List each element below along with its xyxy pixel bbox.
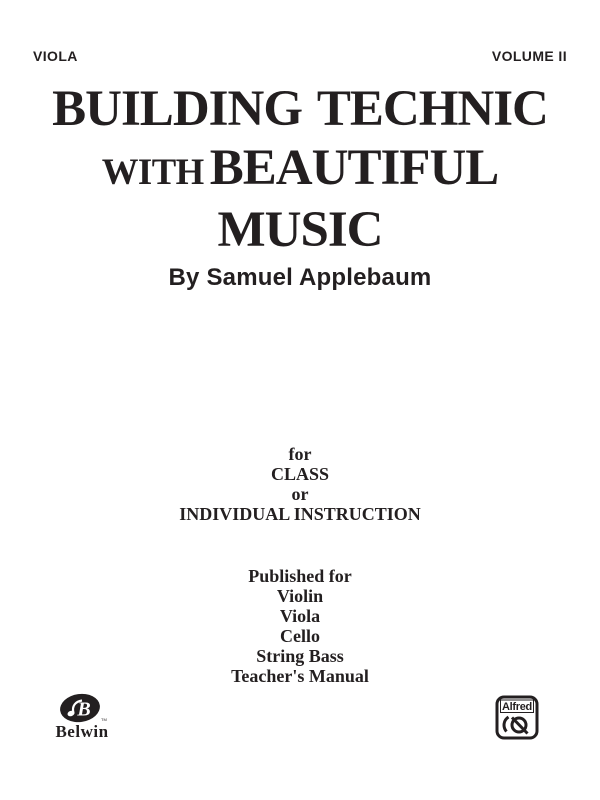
published-for-item: String Bass xyxy=(256,646,344,666)
instrument-label: VIOLA xyxy=(33,48,78,64)
usage-block xyxy=(0,444,600,524)
usage-line: or xyxy=(291,484,309,504)
title-line-1: BUILDING TECHNIC xyxy=(52,81,548,137)
title-line-2-main: BEAUTIFUL xyxy=(209,140,499,196)
book-title xyxy=(0,80,600,260)
title-line-3: MUSIC xyxy=(217,202,383,258)
usage-line: INDIVIDUAL INSTRUCTION xyxy=(179,504,421,524)
author-byline: By Samuel Applebaum xyxy=(168,264,432,291)
title-line-2-prefix: WITH xyxy=(101,151,204,192)
belwin-trademark: TM xyxy=(101,717,107,722)
published-for-block xyxy=(0,566,600,686)
usage-line: for xyxy=(288,444,312,464)
belwin-logo xyxy=(42,692,126,742)
volume-label: VOLUME II xyxy=(491,48,567,64)
alfred-wordmark: Alfred xyxy=(502,701,532,713)
belwin-monogram: B xyxy=(77,698,91,721)
header-row xyxy=(33,48,567,64)
published-for-item: Cello xyxy=(280,626,320,646)
published-for-item: Teacher's Manual xyxy=(231,666,369,686)
published-for-item: Viola xyxy=(279,606,321,626)
alfred-stylized-a-icon xyxy=(495,695,539,741)
belwin-note-b-oval-icon xyxy=(42,692,126,742)
published-for-heading: Published for xyxy=(248,566,352,586)
alfred-logo xyxy=(495,695,539,741)
title-line-2 xyxy=(0,139,600,201)
usage-line: CLASS xyxy=(270,464,330,484)
published-for-item: Violin xyxy=(276,586,324,606)
belwin-wordmark: Belwin xyxy=(55,722,109,741)
